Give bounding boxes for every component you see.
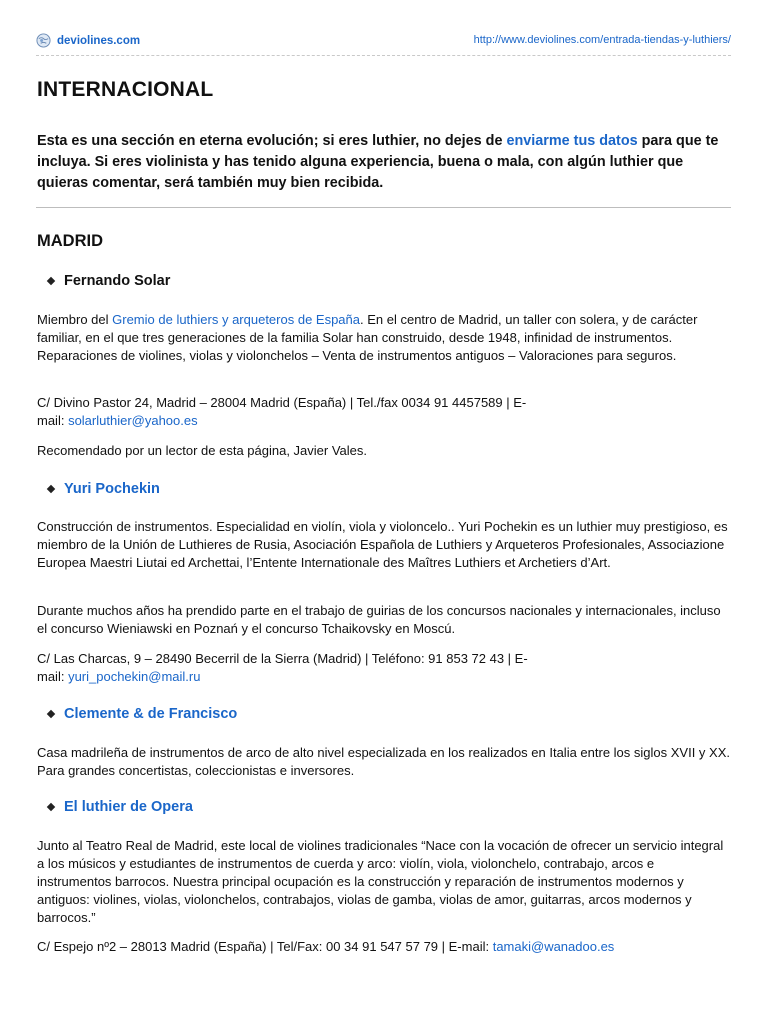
page-title: INTERNACIONAL (37, 78, 214, 101)
contact-address: C/ Las Charcas, 9 – 28490 Becerril de la Sierra (Madrid) | Teléfono: 91 853 72 43 | E- (37, 651, 528, 666)
entry-description: Junto al Teatro Real de Madrid, este local de violines tradicionales “Nace con la vocación de ofrecer un servicio integral a los músicos y estudiantes de instrumentos de cuerda y arco: violín, viola, violonchelo, contrabajo, arcos e instrumentos barrocos. Nuestra principal ocupación es la construcción y reparación de instrumentos modernos y antiguos: violines, violas, violonchelos, contrabajos, violas de gamba, violas de amor, guitarras, arcos modernos y barrocos.” (37, 838, 724, 925)
email-link[interactable]: yuri_pochekin@mail.ru (68, 669, 201, 684)
entry-name-link[interactable]: Clemente & de Francisco (64, 706, 238, 722)
top-bar (36, 31, 731, 56)
contact-email-label: mail: (37, 413, 69, 428)
intro-text-before: Esta es una sección en eterna evolución; si eres luthier, no dejes de (37, 133, 507, 149)
email-link[interactable]: tamaki@wanadoo.es (492, 939, 615, 954)
contact-address: C/ Espejo nº2 – 28013 Madrid (España) | Tel/Fax: 00 34 91 547 57 79 | E-mail: (37, 939, 493, 954)
entry-description: Casa madrileña de instrumentos de arco de alto nivel especializada en los realizados en Italia entre los siglos XVII y XX. Para grandes concertistas, coleccionistas e inversores. (37, 745, 730, 778)
contact-address: C/ Divino Pastor 24, Madrid – 28004 Madrid (España) | Tel./fax 0034 91 4457589 | E- (37, 395, 527, 410)
intro-text-after: para que te incluya. Si eres violinista y has tenido alguna experiencia, buena o mala, con algún luthier que quieras comentar, será también muy bien recibida. (37, 133, 719, 191)
section-divider (36, 207, 731, 208)
desc-text-after: . En el centro de Madrid, un taller con solera, y de carácter familiar, en el que tres generaciones de la familia Solar han construido, desde 1948, infinidad de instrumentos. Reparaciones de violines, violas y violonchelos – Venta de instrumentos antiguos – Valoraciones para seguros. (37, 312, 698, 363)
section-title: MADRID (37, 232, 103, 250)
bullet-icon (47, 710, 55, 718)
entry-contact (37, 650, 731, 686)
contact-email-label: mail: (37, 669, 69, 684)
send-data-link[interactable]: enviarme tus datos (506, 133, 638, 149)
entry-title-el-luthier-de-opera[interactable] (48, 799, 193, 815)
site-link[interactable] (36, 33, 140, 48)
intro-paragraph (37, 131, 737, 194)
entry-description-2: Durante muchos años ha prendido parte en el trabajo de guirias de los concursos nacionales y internacionales, incluso el concurso Wieniawski en Poznań y el concurso Tchaikovsky en Moscú. (37, 603, 721, 636)
bullet-icon (47, 485, 55, 493)
site-name: deviolines.com (57, 34, 141, 47)
entry-note: Recomendado por un lector de esta página, Javier Vales. (37, 443, 368, 458)
entry-title-fernando-solar (48, 273, 170, 289)
page-url-link[interactable]: http://www.deviolines.com/entrada-tiendas-y-luthiers/ (473, 34, 731, 46)
entry-name-link[interactable]: Yuri Pochekin (64, 481, 160, 497)
desc-text-before: Miembro del (37, 312, 113, 327)
gremio-link[interactable]: Gremio de luthiers y arqueteros de España (112, 312, 360, 327)
email-link[interactable]: solarluthier@yahoo.es (68, 413, 198, 428)
entry-contact (37, 938, 731, 956)
globe-icon (36, 33, 51, 48)
bullet-icon (47, 803, 55, 811)
entry-title-yuri-pochekin[interactable] (48, 481, 160, 497)
bullet-icon (47, 277, 55, 285)
entry-contact (37, 394, 731, 430)
entry-title-clemente-de-francisco[interactable] (48, 706, 237, 722)
entry-description (37, 311, 731, 365)
entry-description: Construcción de instrumentos. Especialidad en violín, viola y violoncelo.. Yuri Pochekin es un luthier muy prestigioso, es miembro de la Unión de Luthieres de Rusia, Asociación Española de Luthiers y Arqueteros Profesionales, Associazione Europea Maestri Liutai ed Archettai, l’Entente Internationale des Maîtres Luthiers et Archetiers d’Art. (37, 519, 728, 570)
entry-name: Fernando Solar (64, 273, 171, 289)
entry-name-link[interactable]: El luthier de Opera (64, 799, 193, 815)
